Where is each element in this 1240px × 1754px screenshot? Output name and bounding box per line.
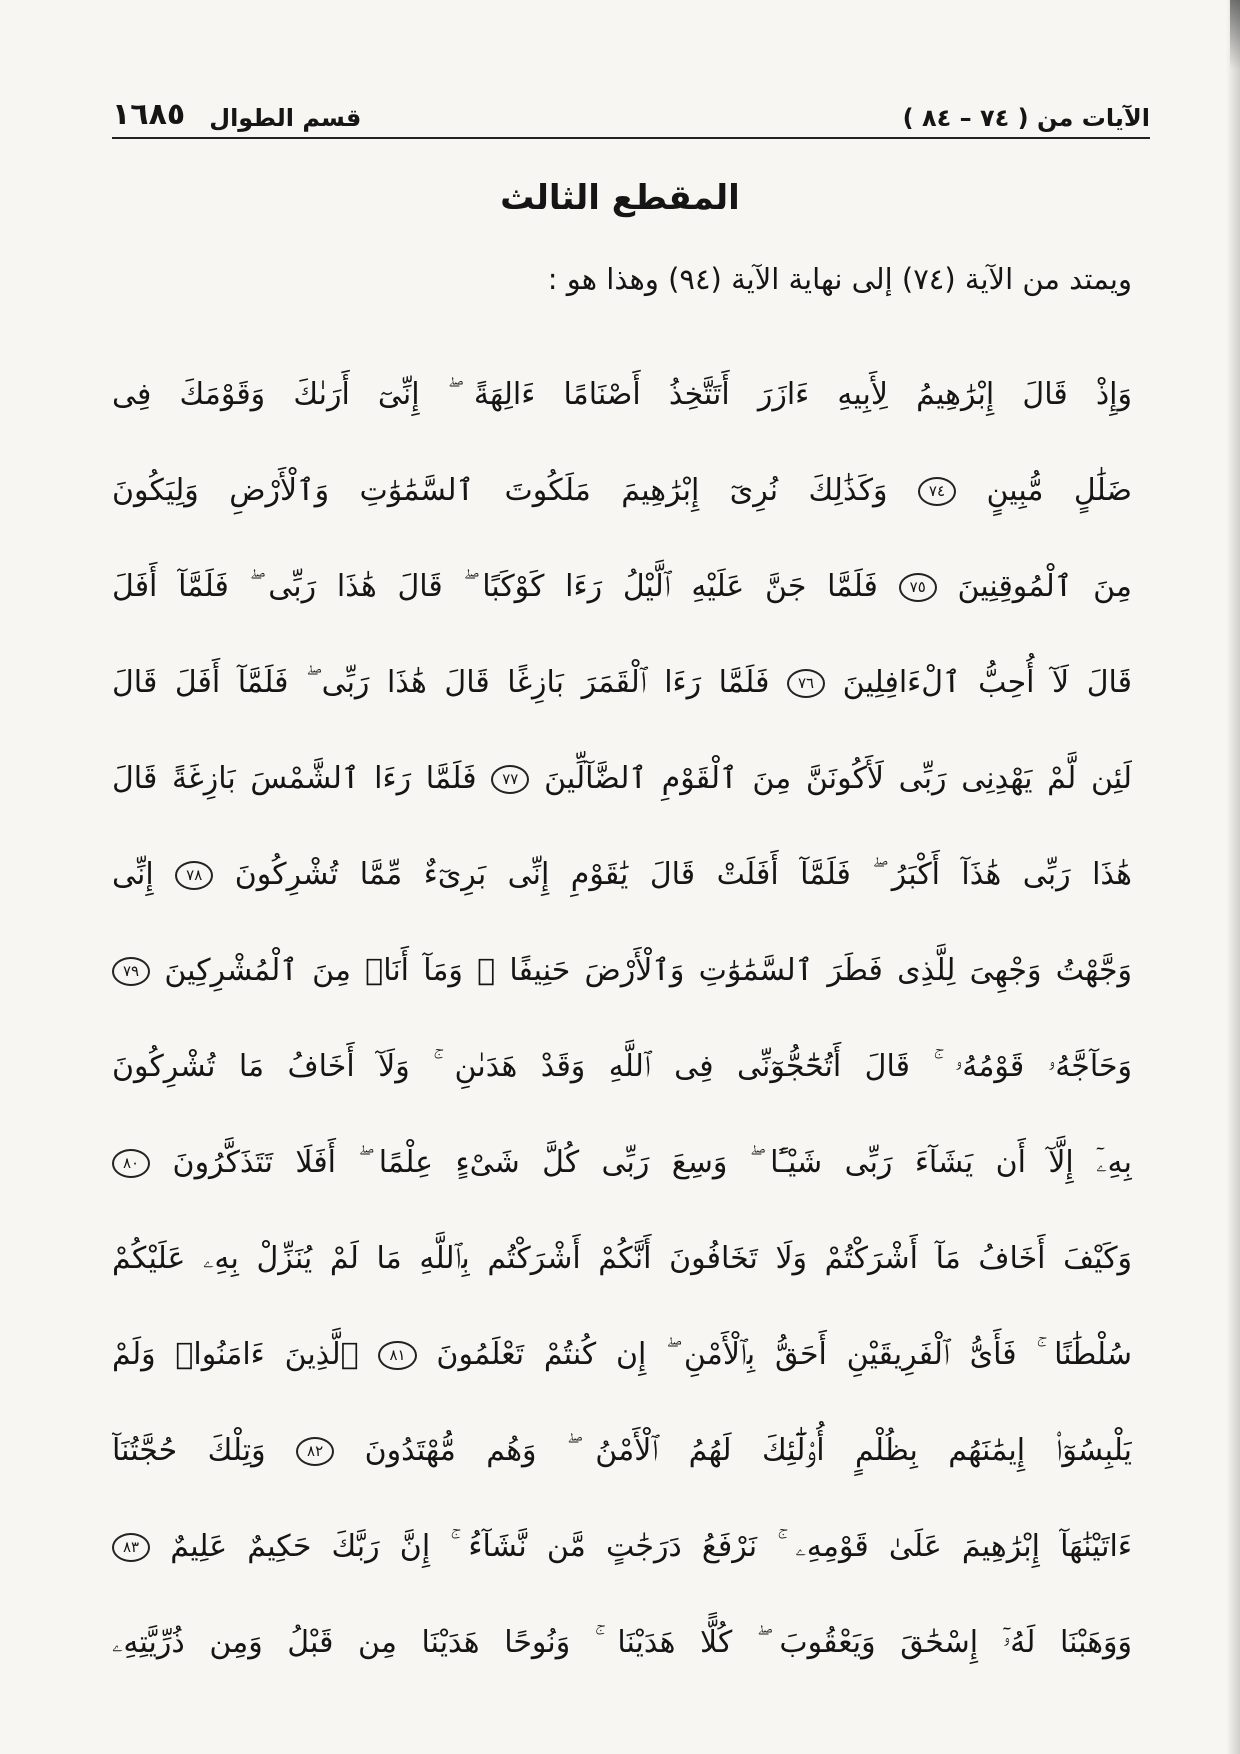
ayah-text: وَإِذْ قَالَ إِبْرَٰهِيمُ لِأَبِيهِ ءَازَرَ أَتَتَّخِذُ أَصْنَامًا ءَالِهَةً ۖ إِنِّىٓ أَرَىٰكَ وَقَوْمَكَ فِى — [112, 377, 1132, 412]
ayah-line — [112, 923, 1132, 1019]
ayah-text: بِهِۦٓ إِلَّآ أَن يَشَآءَ رَبِّى شَيْـًٔا ۖ وَسِعَ رَبِّى كُلَّ شَىْءٍ عِلْمًا ۖ أَفَلَا تَتَذَكَّرُونَ — [172, 1145, 1132, 1180]
verse-number-marker: ٧٥ — [899, 573, 937, 602]
section-title: المقطع الثالث — [500, 178, 740, 218]
ayah-line — [112, 1019, 1132, 1115]
ayah-line — [112, 635, 1132, 731]
ayah-text: لَئِن لَّمْ يَهْدِنِى رَبِّى لَأَكُونَنَّ مِنَ ٱلْقَوْمِ ٱلضَّآلِّينَ — [544, 761, 1132, 796]
ayah-text: ٱلَّذِينَ ءَامَنُوا۟ وَلَمْ — [112, 1337, 359, 1372]
header-verse-range: الآيات من ( ٧٤ – ٨٤ ) — [902, 104, 1150, 132]
running-header — [112, 86, 1150, 132]
header-left-group — [112, 97, 361, 132]
ayah-line — [112, 731, 1132, 827]
verse-number-marker: ٨٠ — [112, 1149, 150, 1178]
ayah-text: فَلَمَّا جَنَّ عَلَيْهِ ٱلَّيْلُ رَءَا كَوْكَبًا ۖ قَالَ هَٰذَا رَبِّى ۖ فَلَمَّآ أَفَلَ — [112, 569, 878, 604]
ayah-text: يَلْبِسُوٓا۟ إِيمَٰنَهُم بِظُلْمٍ أُو۟لَٰٓئِكَ لَهُمُ ٱلْأَمْنُ ۖ وَهُم مُّهْتَدُونَ — [364, 1433, 1132, 1468]
header-rule — [112, 137, 1150, 139]
verse-number-marker: ٨٣ — [112, 1533, 150, 1562]
ayah-line — [112, 1307, 1132, 1403]
ayah-text: وَكَيْفَ أَخَافُ مَآ أَشْرَكْتُمْ وَلَا تَخَافُونَ أَنَّكُمْ أَشْرَكْتُم بِٱللَّهِ مَا لَمْ يُنَزِّلْ بِهِۦ عَلَيْكُمْ — [112, 1241, 1132, 1276]
verse-number-marker: ٧٦ — [787, 669, 825, 698]
ayah-text: وَوَهَبْنَا لَهُۥٓ إِسْحَٰقَ وَيَعْقُوبَ ۖ كُلًّا هَدَيْنَا ۚ وَنُوحًا هَدَيْنَا مِن قَبْلُ وَمِن ذُرِّيَّتِهِۦ — [112, 1625, 1132, 1660]
ayah-text: وَجَّهْتُ وَجْهِىَ لِلَّذِى فَطَرَ ٱلسَّمَٰوَٰتِ وَٱلْأَرْضَ حَنِيفًا ۖ وَمَآ أَنَا۠ مِنَ ٱلْمُشْرِكِينَ — [164, 953, 1132, 988]
ayah-text: سُلْطَٰنًا ۚ فَأَىُّ ٱلْفَرِيقَيْنِ أَحَقُّ بِٱلْأَمْنِ ۖ إِن كُنتُمْ تَعْلَمُونَ — [436, 1337, 1132, 1372]
ayah-text: مِنَ ٱلْمُوقِنِينَ — [957, 569, 1132, 604]
ayah-line — [112, 347, 1132, 443]
ayah-line — [112, 539, 1132, 635]
verse-number-marker: ٨١ — [378, 1341, 416, 1370]
ayah-text: قَالَ لَآ أُحِبُّ ٱلْءَافِلِينَ — [842, 665, 1132, 700]
verse-number-marker: ٧٧ — [491, 765, 529, 794]
ayah-text: إِنِّى — [112, 857, 154, 892]
scan-edge-shadow — [1226, 0, 1240, 1754]
ayah-text: ضَلَٰلٍ مُّبِينٍ — [986, 473, 1132, 508]
page-number: ١٦٨٥ — [112, 97, 186, 132]
ayah-text: وَتِلْكَ حُجَّتُنَآ — [112, 1433, 266, 1468]
ayah-text: هَٰذَا رَبِّى هَٰذَآ أَكْبَرُ ۖ فَلَمَّآ أَفَلَتْ قَالَ يَٰقَوْمِ إِنِّى بَرِىٓءٌ مِّمَّا تُشْرِكُونَ — [234, 857, 1132, 892]
ayah-line — [112, 1499, 1132, 1595]
ayah-text: وَحَآجَّهُۥ قَوْمُهُۥ ۚ قَالَ أَتُحَٰٓجُّوٓنِّى فِى ٱللَّهِ وَقَدْ هَدَىٰنِ ۚ وَلَآ أَخَافُ مَا تُشْرِكُونَ — [112, 1049, 1132, 1084]
ayah-line — [112, 1403, 1132, 1499]
intro-text: ويمتد من الآية (٧٤) إلى نهاية الآية (٩٤) وهذا هو : — [547, 262, 1132, 296]
ayah-text: فَلَمَّا رَءَا ٱلْقَمَرَ بَازِغًا قَالَ هَٰذَا رَبِّى ۖ فَلَمَّآ أَفَلَ قَالَ — [112, 665, 770, 700]
ayah-text: فَلَمَّا رَءَا ٱلشَّمْسَ بَازِغَةً قَالَ — [112, 761, 477, 796]
verse-number-marker: ٧٨ — [175, 861, 213, 890]
ayah-text: وَكَذَٰلِكَ نُرِىٓ إِبْرَٰهِيمَ مَلَكُوتَ ٱلسَّمَٰوَٰتِ وَٱلْأَرْضِ وَلِيَكُونَ — [112, 473, 888, 508]
verse-number-marker: ٨٢ — [296, 1437, 334, 1466]
ayah-line — [112, 1115, 1132, 1211]
ayah-line — [112, 827, 1132, 923]
ayah-line — [112, 1211, 1132, 1307]
verse-number-marker: ٧٤ — [918, 477, 956, 506]
verse-number-marker: ٧٩ — [112, 957, 150, 986]
scan-corner-shadow — [1230, 0, 1240, 70]
ayah-line — [112, 1595, 1132, 1691]
quran-text — [112, 347, 1132, 1691]
ayah-line — [112, 443, 1132, 539]
ayah-text: ءَاتَيْنَٰهَآ إِبْرَٰهِيمَ عَلَىٰ قَوْمِهِۦ ۚ نَرْفَعُ دَرَجَٰتٍ مَّن نَّشَآءُ ۚ إِنَّ رَبَّكَ حَكِيمٌ عَلِيمٌ — [170, 1529, 1132, 1564]
header-section-name: قسم الطوال — [209, 104, 362, 132]
